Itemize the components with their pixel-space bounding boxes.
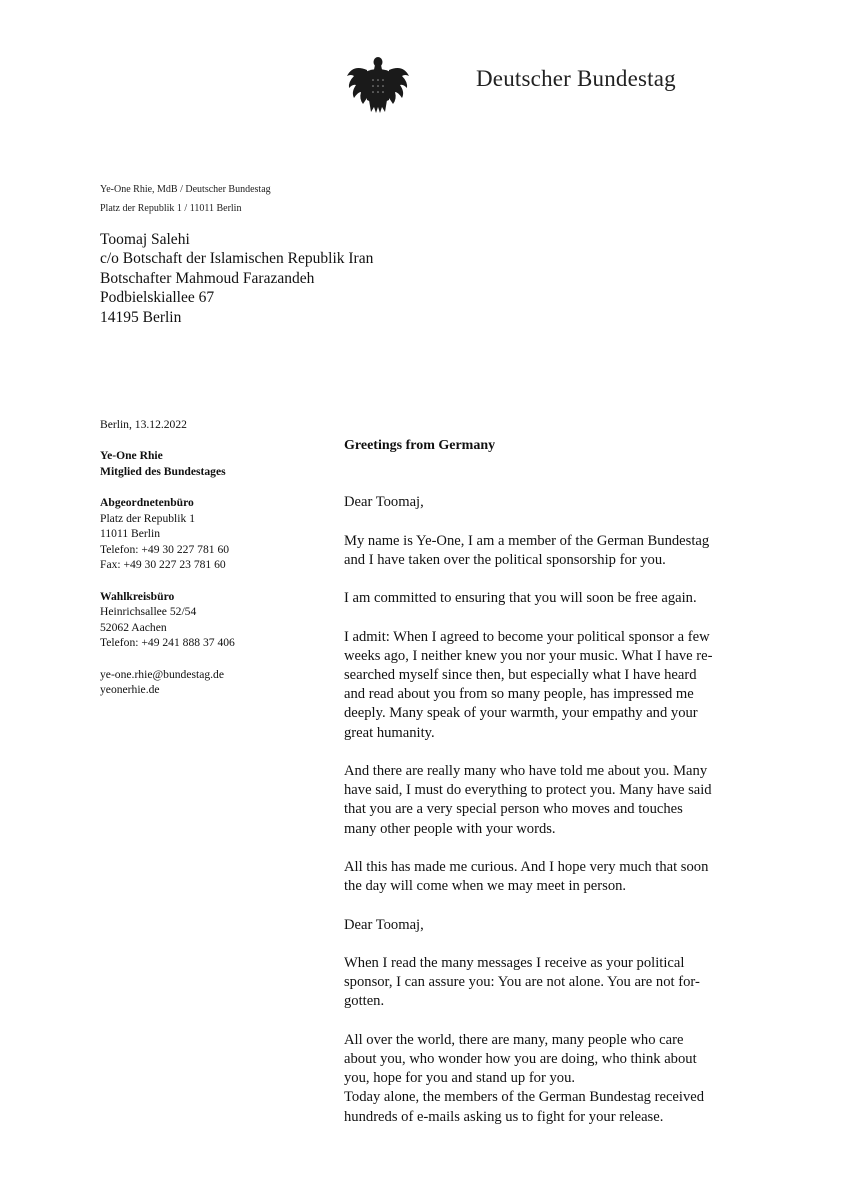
salutation-2: Dear Toomaj,: [344, 916, 424, 933]
body-paragraph: I am committed to ensuring that you will soon be free again.: [344, 590, 697, 607]
body-paragraph: All over the world, there are many, many people who care about you, who wonder how you are doing, who think about you, hope for you and stand up for you.: [344, 1031, 697, 1087]
body-paragraph: When I read the many messages I receive as your political sponsor, I can assure you: You are not alone. You are not for- gotten.: [344, 954, 700, 1010]
recipient-street: Podbielskiallee 67: [100, 289, 215, 307]
recipient-city: 14195 Berlin: [100, 308, 182, 326]
federal-eagle-icon: [345, 52, 411, 114]
institution-name: Deutscher Bundestag: [476, 66, 676, 91]
sender-role: Mitglied des Bundestages: [100, 464, 226, 478]
office-title: Abgeordnetenbüro: [100, 495, 194, 509]
sender-name: Ye-One Rhie: [100, 449, 163, 463]
body-paragraph: I admit: When I agreed to become your political sponsor a few weeks ago, I neither knew you nor your music. What I have re- searched myself since then, but especially what I have heard and read about you from so many people, has impressed me deeply. Many speak of your warmth, your empathy and your great humanity.: [344, 628, 713, 741]
letter-subject: Greetings from Germany: [344, 438, 496, 453]
body-paragraph: All this has made me curious. And I hope very much that soon the day will come when we may meet in person.: [344, 858, 709, 895]
office-fax: Fax: +49 30 227 23 781 60: [100, 558, 226, 572]
recipient-line: c/o Botschaft der Islamischen Republik Iran: [100, 250, 374, 268]
letter-date: Berlin, 13.12.2022: [100, 418, 187, 431]
constituency-office-line: 52062 Aachen: [100, 620, 167, 634]
constituency-office-line: Heinrichsallee 52/54: [100, 605, 197, 619]
recipient-line: Botschafter Mahmoud Farazandeh: [100, 269, 315, 287]
sender-line-1: Ye-One Rhie, MdB / Deutscher Bundestag: [100, 184, 271, 195]
sender-return-address: [100, 180, 271, 218]
sender-website[interactable]: yeonerhie.de: [100, 683, 160, 697]
office-phone: Telefon: +49 30 227 781 60: [100, 542, 230, 556]
office-line: Platz der Republik 1: [100, 511, 195, 525]
sender-email[interactable]: ye-one.rhie@bundestag.de: [100, 667, 224, 681]
recipient-address: [100, 230, 373, 327]
constituency-office-title: Wahlkreisbüro: [100, 589, 175, 603]
letter-body: [344, 436, 784, 1146]
sender-line-2: Platz der Republik 1 / 11011 Berlin: [100, 203, 242, 214]
sender-info-sidebar: [100, 417, 330, 698]
recipient-name: Toomaj Salehi: [100, 231, 190, 248]
body-paragraph: And there are really many who have told me about you. Many have said, I must do everything to protect you. Many have said that you are a very special person who moves and touches many other people with your words.: [344, 762, 712, 837]
constituency-office-phone: Telefon: +49 241 888 37 406: [100, 636, 235, 650]
body-paragraph: My name is Ye-One, I am a member of the German Bundestag and I have taken over the political sponsorship for you.: [344, 532, 710, 568]
body-paragraph: Today alone, the members of the German Bundestag received hundreds of e-mails asking us to fight for your release.: [344, 1089, 705, 1125]
salutation: Dear Toomaj,: [344, 494, 424, 511]
office-line: 11011 Berlin: [100, 527, 161, 541]
